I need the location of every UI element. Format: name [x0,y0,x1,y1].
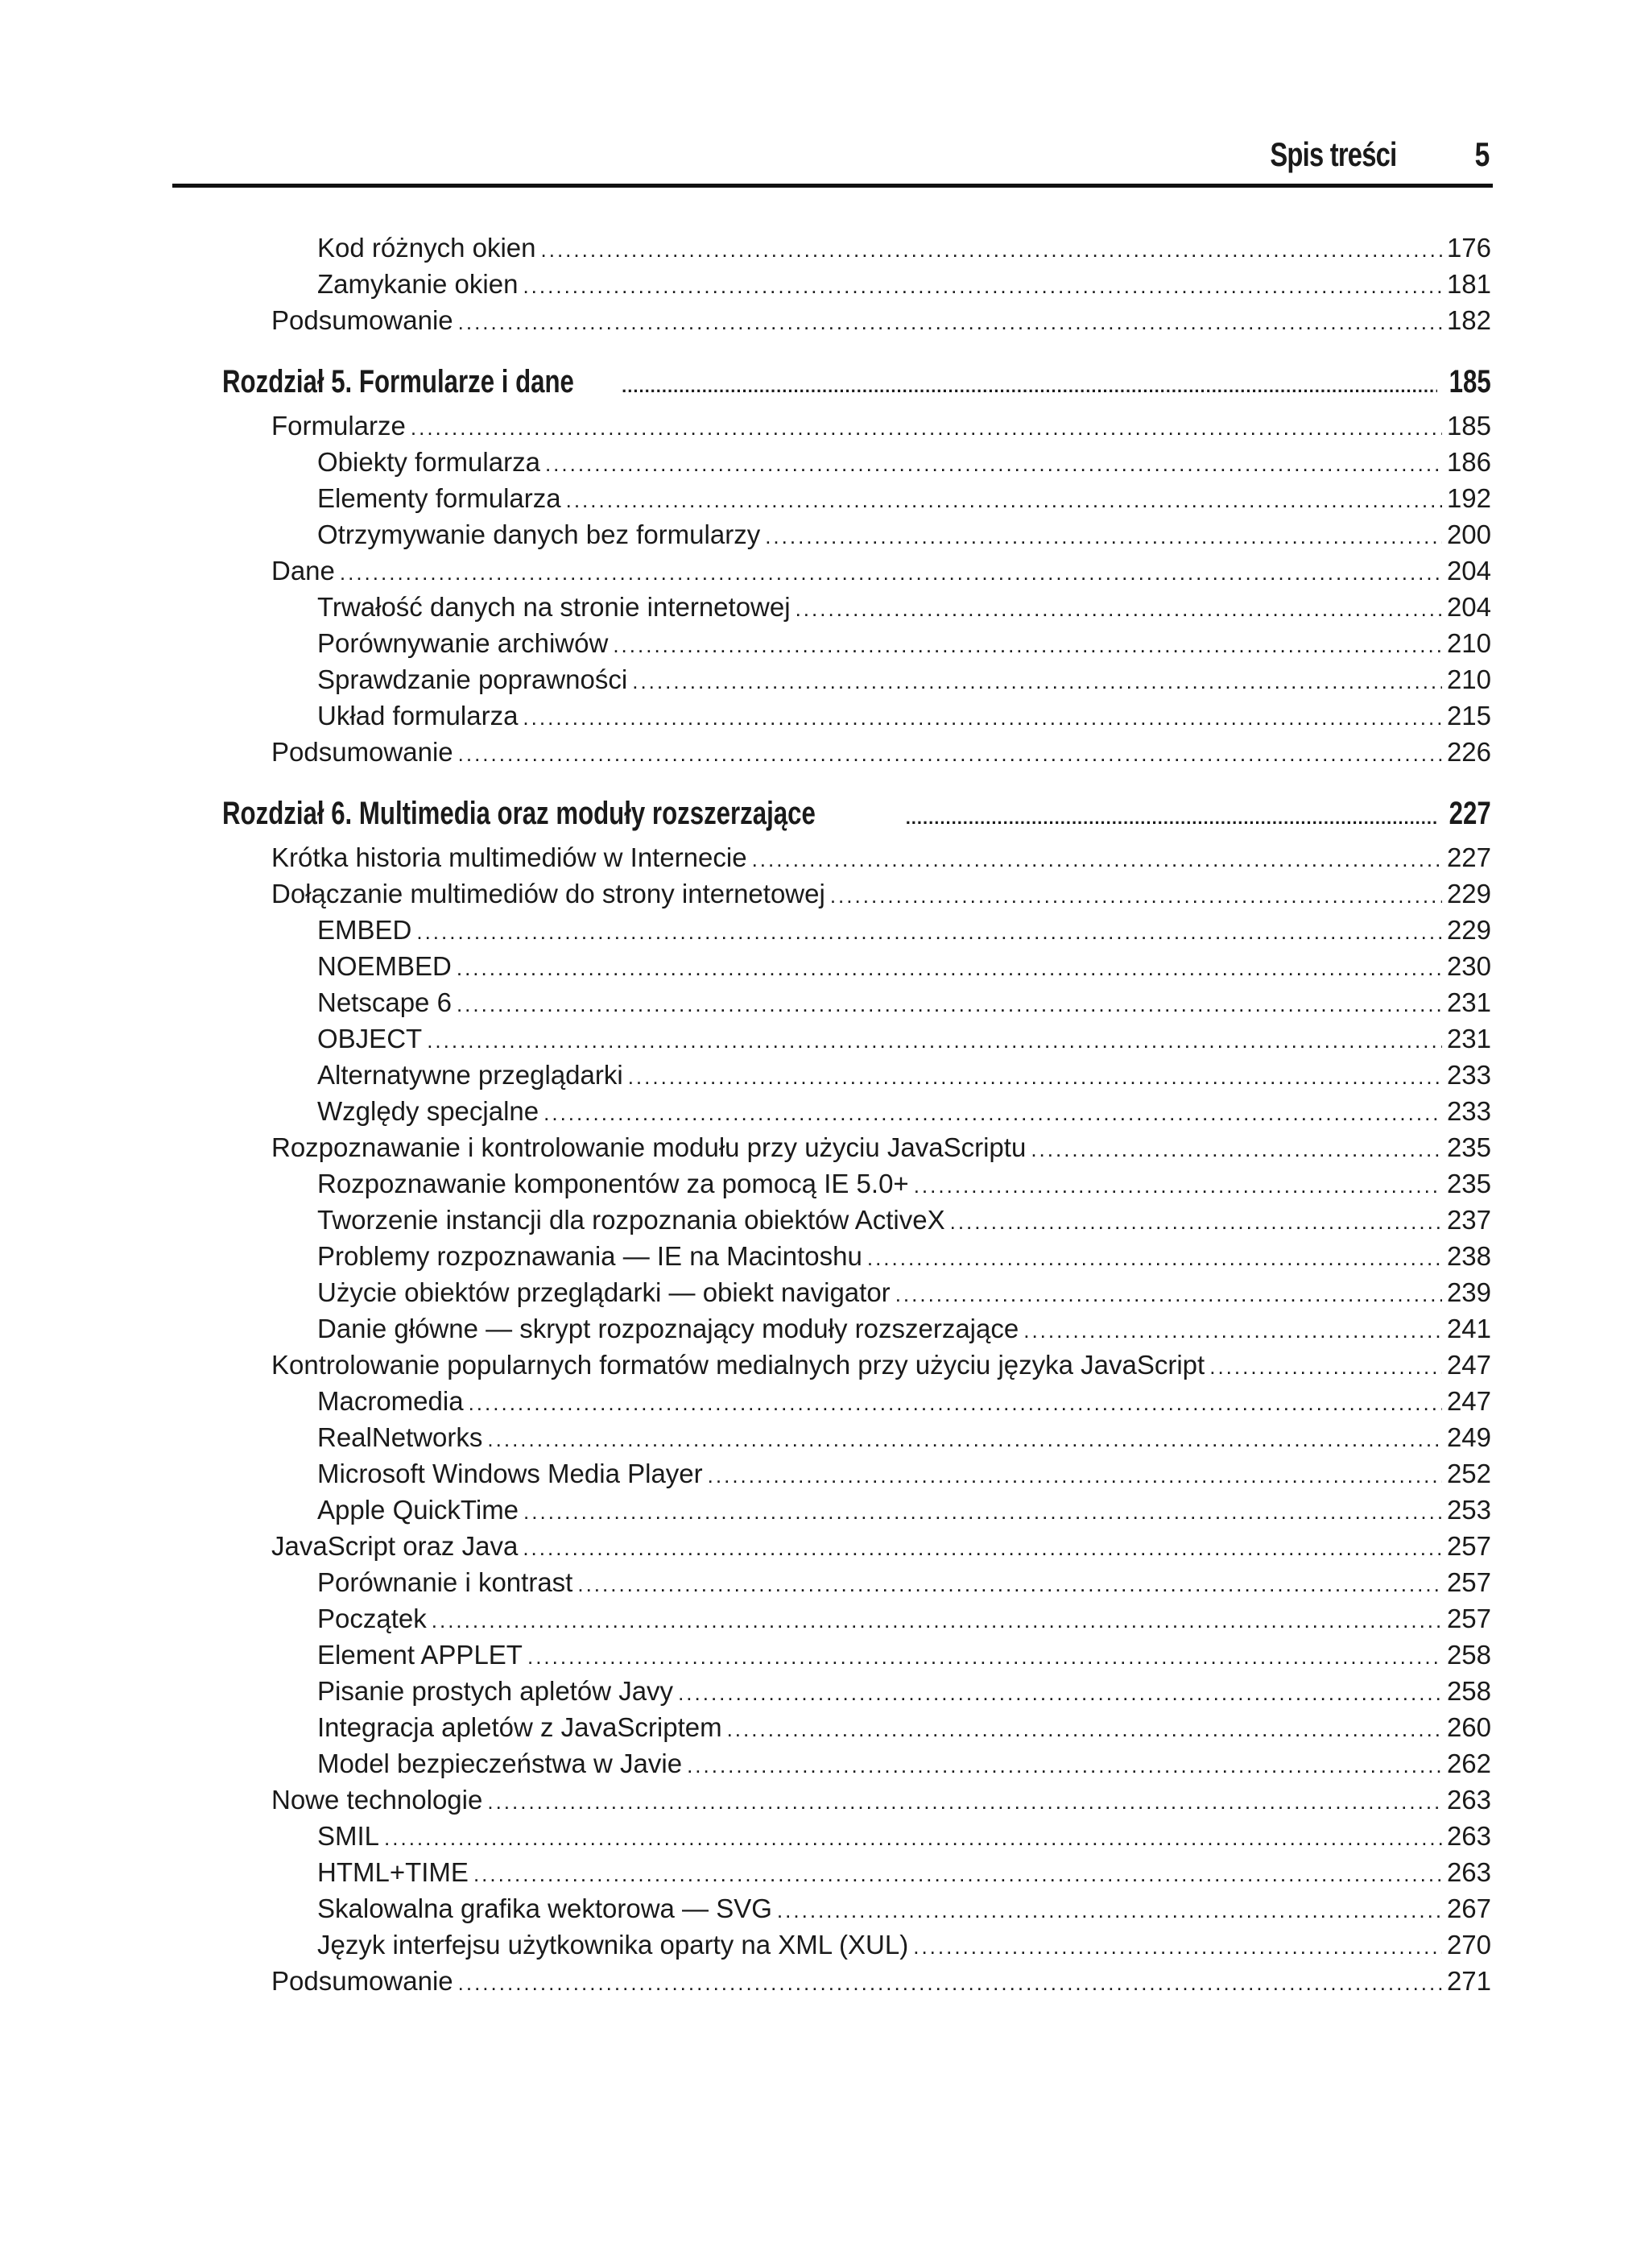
toc-entry[interactable] [222,589,1491,625]
toc-entry[interactable] [222,408,1491,444]
toc-entry-title: Nowe technologie [271,1785,483,1815]
toc-entry-page-number: 241 [1446,1314,1491,1343]
toc-entry-page-number: 204 [1446,556,1491,586]
toc-entry-title: Macromedia [317,1386,464,1416]
toc-entry[interactable] [222,1492,1491,1528]
toc-entry-page-number: 252 [1446,1459,1491,1488]
toc-entry-title: Skalowalna grafika wektorowa — SVG [317,1893,772,1923]
toc-entry-page-number: 257 [1446,1531,1491,1561]
dot-leader [523,1494,1442,1530]
toc-entry-title: EMBED [317,915,412,945]
toc-entry-title: JavaScript oraz Java [271,1531,519,1561]
toc-entry[interactable] [222,480,1491,516]
toc-entry[interactable] [222,1202,1491,1238]
toc-entry-page-number: 239 [1446,1277,1491,1307]
toc-entry-page-number: 192 [1446,483,1491,513]
dot-leader [895,1277,1442,1313]
toc-entry-page-number: 262 [1446,1749,1491,1778]
toc-entry[interactable] [222,1057,1491,1093]
toc-entry[interactable] [222,1165,1491,1202]
dot-leader [487,1422,1442,1458]
dot-leader [523,268,1441,304]
toc-entry[interactable] [222,1709,1491,1745]
toc-entry-page-number: 176 [1446,233,1491,263]
dot-leader [527,1639,1442,1675]
dot-leader [708,1458,1442,1494]
toc-entry-page-number: 263 [1446,1821,1491,1851]
running-header [172,129,1493,188]
dot-leader [432,1603,1442,1639]
dot-leader [1209,1349,1442,1385]
toc-entry[interactable] [222,230,1491,266]
toc-entry-title: Krótka historia multimediów w Internecie [271,842,747,872]
toc-entry[interactable] [222,1528,1491,1564]
dot-leader [867,1240,1442,1277]
toc-entry-page-number: 233 [1446,1096,1491,1126]
toc-entry[interactable] [222,734,1491,770]
toc-entry[interactable] [222,984,1491,1020]
toc-entry[interactable] [222,553,1491,589]
dot-leader [411,410,1442,446]
dot-leader [796,591,1442,627]
toc-entry-title: Problemy rozpoznawania — IE na Macintoshu [317,1241,862,1271]
toc-entry-page-number: 231 [1446,987,1491,1017]
toc-entry-title: Rozdział 6. Multimedia oraz moduły rozszerzające [222,796,816,831]
toc-entry-title: Integracja apletów z JavaScriptem [317,1712,722,1742]
toc-entry[interactable] [222,948,1491,984]
dot-leader [416,914,1442,950]
toc-entry[interactable] [222,1419,1491,1455]
toc-entry-page-number: 263 [1446,1785,1491,1815]
toc-entry[interactable] [222,1637,1491,1673]
dot-leader [566,482,1442,519]
dot-leader [1023,1313,1442,1349]
toc-entry-title: Alternatywne przeglądarki [317,1060,623,1090]
toc-chapter-entry[interactable] [222,359,1491,404]
toc-entry[interactable] [222,1673,1491,1709]
toc-entry-title: Otrzymywanie danych bez formularzy [317,519,761,549]
toc-entry[interactable] [222,839,1491,875]
dot-leader [458,1965,1442,2001]
toc-entry[interactable] [222,697,1491,734]
toc-entry-page-number: 270 [1446,1930,1491,1960]
toc-entry-title: Względy specjalne [317,1096,539,1126]
toc-entry[interactable] [222,1782,1491,1818]
toc-entry-title: Podsumowanie [271,737,453,767]
dot-leader [427,1023,1442,1059]
toc-entry-title: Układ formularza [317,701,519,730]
dot-leader [1031,1132,1442,1168]
toc-entry-title: Kod różnych okien [317,233,536,263]
toc-entry-title: Porównywanie archiwów [317,628,609,658]
dot-leader [913,1929,1442,1965]
toc-entry[interactable] [222,1890,1491,1927]
toc-entry-title: Element APPLET [317,1640,523,1670]
toc-entry-title: Sprawdzanie poprawności [317,664,628,694]
toc-entry-page-number: 186 [1446,447,1491,477]
toc-entry-title: Podsumowanie [271,305,453,335]
toc-entry-title: Model bezpieczeństwa w Javie [317,1749,683,1778]
toc-entry-page-number: 227 [1449,796,1491,831]
toc-entry-title: NOEMBED [317,951,452,981]
toc-entry[interactable] [222,1093,1491,1129]
toc-entry-page-number: 226 [1446,737,1491,767]
toc-entry-page-number: 257 [1446,1604,1491,1633]
toc-entry[interactable] [222,1963,1491,1999]
dot-leader [632,664,1442,700]
toc-entry-title: Użycie obiektów przeglądarki — obiekt navigator [317,1277,891,1307]
dot-leader [458,304,1442,341]
toc-entry-page-number: 247 [1446,1350,1491,1380]
toc-entry-title: Język interfejsu użytkownika oparty na XML (XUL) [317,1930,909,1960]
toc-entry-title: Porównanie i kontrast [317,1567,573,1597]
toc-entry-title: Apple QuickTime [317,1495,519,1525]
toc-entry-page-number: 258 [1446,1676,1491,1706]
toc-entry-page-number: 237 [1446,1205,1491,1235]
toc-entry-page-number: 185 [1449,364,1491,399]
toc-entry-title: Zamykanie okien [317,269,519,299]
toc-entry-title: Rozpoznawanie komponentów za pomocą IE 5.0+ [317,1169,909,1198]
toc-entry-page-number: 263 [1446,1857,1491,1887]
dot-leader [906,796,1438,841]
toc-entry-title: Danie główne — skrypt rozpoznający moduły rozszerzające [317,1314,1019,1343]
toc-entry[interactable] [222,1129,1491,1165]
toc-entry-page-number: 181 [1446,269,1491,299]
toc-entry[interactable] [222,1455,1491,1492]
toc-entry-title: SMIL [317,1821,380,1851]
dot-leader [613,627,1442,664]
toc-entry-title: Kontrolowanie popularnych formatów medialnych przy użyciu języka JavaScript [271,1350,1205,1380]
toc-entry-page-number: 253 [1446,1495,1491,1525]
toc-entry-title: Elementy formularza [317,483,561,513]
toc-entry[interactable] [222,875,1491,912]
toc-entry-page-number: 231 [1446,1024,1491,1053]
toc-entry-page-number: 235 [1446,1132,1491,1162]
toc-entry-page-number: 260 [1446,1712,1491,1742]
toc-entry[interactable] [222,1238,1491,1274]
toc-entry-title: Netscape 6 [317,987,452,1017]
dot-leader [628,1059,1442,1095]
table-of-contents [222,230,1491,1999]
dot-leader [457,987,1442,1023]
dot-leader [765,519,1442,555]
toc-entry[interactable] [222,1854,1491,1890]
toc-entry-title: OBJECT [317,1024,423,1053]
toc-entry[interactable] [222,625,1491,661]
toc-entry-page-number: 182 [1446,305,1491,335]
toc-entry-page-number: 271 [1446,1966,1491,1996]
toc-entry[interactable] [222,1818,1491,1854]
toc-entry-page-number: 235 [1446,1169,1491,1198]
toc-entry-page-number: 229 [1446,915,1491,945]
dot-leader [830,878,1442,914]
dot-leader [777,1893,1442,1929]
toc-entry-page-number: 210 [1446,628,1491,658]
toc-entry-page-number: 247 [1446,1386,1491,1416]
toc-entry-page-number: 267 [1446,1893,1491,1923]
dot-leader [727,1711,1442,1748]
toc-entry-page-number: 258 [1446,1640,1491,1670]
toc-entry-page-number: 233 [1446,1060,1491,1090]
toc-entry-title: Rozdział 5. Formularze i dane [222,364,574,399]
toc-entry-page-number: 230 [1446,951,1491,981]
toc-entry[interactable] [222,1564,1491,1600]
dot-leader [469,1385,1442,1422]
toc-entry-page-number: 185 [1446,411,1491,441]
toc-entry-page-number: 200 [1446,519,1491,549]
toc-entry[interactable] [222,1347,1491,1383]
toc-entry[interactable] [222,912,1491,948]
dot-leader [752,842,1442,878]
toc-entry-title: Rozpoznawanie i kontrolowanie modułu przy użyciu JavaScriptu [271,1132,1027,1162]
toc-entry-title: Dołączanie multimediów do strony internetowej [271,879,825,908]
dot-leader [914,1168,1442,1204]
header-title: Spis treści [1269,135,1396,173]
toc-entry[interactable] [222,1927,1491,1963]
dot-leader [523,1530,1442,1566]
toc-entry[interactable] [222,1745,1491,1782]
toc-entry-title: Tworzenie instancji dla rozpoznania obiektów ActiveX [317,1205,945,1235]
dot-leader [384,1820,1442,1856]
page-number: 5 [1474,135,1490,173]
dot-leader [543,1095,1442,1132]
dot-leader [340,555,1442,591]
dot-leader [545,446,1442,482]
dot-leader [523,700,1442,736]
dot-leader [678,1675,1442,1711]
toc-entry[interactable] [222,1020,1491,1057]
toc-entry-title: HTML+TIME [317,1857,469,1887]
toc-entry-page-number: 210 [1446,664,1491,694]
toc-entry-page-number: 215 [1446,701,1491,730]
toc-entry-title: Trwałość danych na stronie internetowej [317,592,791,622]
dot-leader [622,364,1437,409]
toc-entry[interactable] [222,516,1491,553]
toc-entry-page-number: 257 [1446,1567,1491,1597]
toc-entry-page-number: 249 [1446,1422,1491,1452]
dot-leader [541,232,1442,268]
toc-entry[interactable] [222,266,1491,302]
toc-entry-page-number: 229 [1446,879,1491,908]
toc-entry-title: Pisanie prostych apletów Javy [317,1676,674,1706]
dot-leader [950,1204,1442,1240]
toc-entry-title: RealNetworks [317,1422,483,1452]
dot-leader [457,950,1442,987]
toc-entry[interactable] [222,302,1491,338]
dot-leader [577,1566,1442,1603]
toc-entry-title: Początek [317,1604,427,1633]
toc-entry[interactable] [222,661,1491,697]
toc-entry[interactable] [222,1310,1491,1347]
toc-entry-page-number: 238 [1446,1241,1491,1271]
toc-entry-title: Podsumowanie [271,1966,453,1996]
dot-leader [458,736,1442,772]
toc-entry-title: Formularze [271,411,406,441]
dot-leader [487,1784,1442,1820]
toc-entry-title: Dane [271,556,335,586]
dot-leader [687,1748,1442,1784]
toc-entry[interactable] [222,1274,1491,1310]
toc-entry[interactable] [222,1383,1491,1419]
toc-entry-title: Microsoft Windows Media Player [317,1459,703,1488]
toc-entry-page-number: 227 [1446,842,1491,872]
toc-entry-page-number: 204 [1446,592,1491,622]
toc-entry[interactable] [222,444,1491,480]
toc-entry[interactable] [222,1600,1491,1637]
dot-leader [473,1856,1442,1893]
toc-entry-title: Obiekty formularza [317,447,540,477]
toc-chapter-entry[interactable] [222,791,1491,836]
